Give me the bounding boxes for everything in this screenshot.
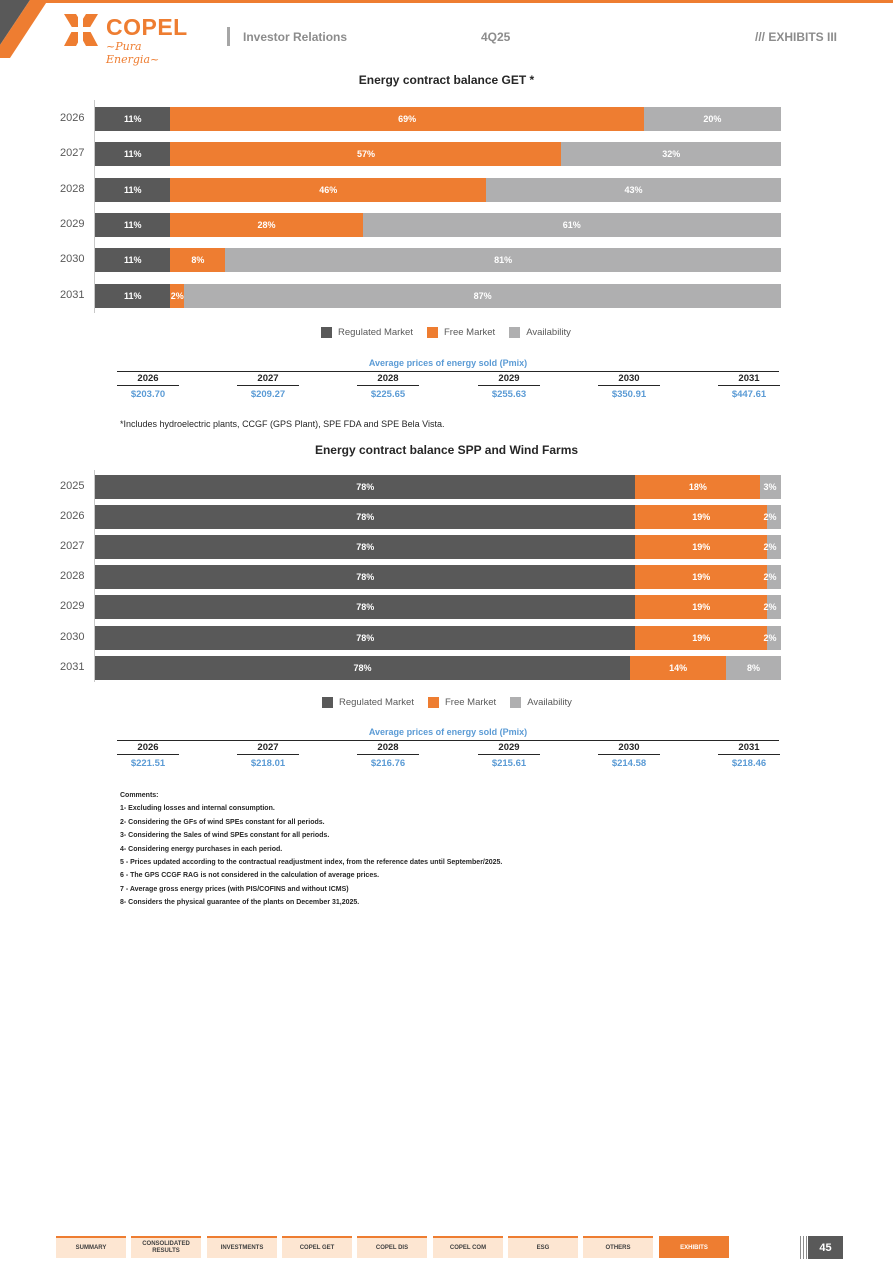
data-label-availability-2027: 32% (662, 149, 681, 160)
price-year: 2026 (117, 742, 179, 755)
bar-2025 (95, 475, 781, 499)
price-year: 2026 (117, 373, 179, 386)
row-label-2028: 2028 (60, 182, 85, 195)
price-table-title-get: Average prices of energy sold (Pmix) (368, 358, 528, 368)
price-value: $215.61 (491, 758, 527, 769)
row-label-2026: 2026 (60, 112, 85, 124)
price-column-2026 (117, 742, 179, 769)
header-period: 4Q25 (481, 30, 511, 44)
comment-item: 2- Considering the GFs of wind SPEs constant for all periods. (120, 818, 325, 826)
comment-item: 5 - Prices updated according to the contractual readjustment index, from the reference dates until September/2025. (120, 859, 503, 867)
price-value: $255.63 (491, 389, 527, 400)
price-column-2031 (718, 373, 780, 400)
comment-item: 6 - The GPS CCGF RAG is not considered in the calculation of average prices. (120, 872, 380, 880)
price-year: 2031 (718, 742, 780, 755)
legend-swatch-free (428, 697, 439, 708)
brand-name: COPEL (106, 14, 188, 40)
data-label-regulated-2029: 11% (123, 219, 142, 230)
price-year: 2030 (598, 742, 660, 755)
data-label-free-2029: 28% (257, 219, 276, 230)
row-label-2026: 2026 (60, 510, 85, 523)
bar-2030 (95, 626, 781, 650)
price-value: $216.76 (370, 758, 406, 769)
footer-tab-copel-get[interactable]: COPEL GET (282, 1236, 352, 1258)
header-exhibit: /// EXHIBITS III (755, 30, 838, 44)
legend-label-regulated: Regulated Market (338, 327, 413, 338)
legend-label-availability: Availability (527, 697, 572, 708)
row-label-2029: 2029 (60, 600, 85, 613)
data-label-availability-2028: 43% (624, 184, 643, 195)
chart-get (60, 100, 790, 315)
data-label-regulated-2030: 78% (356, 632, 375, 643)
data-label-availability-2027: 2% (763, 542, 777, 553)
bar-2029 (95, 213, 781, 237)
brand-tagline: ~Pura Energia~ (106, 40, 160, 66)
data-label-availability-2028: 2% (763, 572, 777, 583)
data-label-free-2025: 18% (688, 482, 707, 492)
footer-tab-summary[interactable]: SUMMARY (56, 1236, 126, 1258)
bar-2028 (95, 565, 781, 589)
price-value: $225.65 (370, 389, 406, 400)
data-label-availability-2030: 2% (763, 632, 777, 643)
bar-2026 (95, 107, 781, 131)
chart-title-spp: Energy contract balance SPP and Wind Farms (314, 443, 579, 457)
price-year: 2029 (478, 742, 540, 755)
price-year: 2030 (598, 373, 660, 386)
legend-label-availability: Availability (526, 327, 571, 338)
legend-item-availability (510, 697, 572, 708)
copel-logo (62, 12, 188, 66)
price-column-2030 (598, 742, 660, 769)
comment-item: 1- Excluding losses and internal consumption. (120, 805, 275, 813)
footer-tab-others[interactable]: OTHERS (583, 1236, 653, 1258)
price-column-2030 (598, 373, 660, 400)
data-label-regulated-2028: 78% (356, 572, 375, 583)
price-column-2029 (478, 742, 540, 769)
data-label-free-2028: 19% (692, 572, 711, 583)
legend-item-availability (509, 327, 571, 338)
corner-decoration (0, 0, 50, 60)
price-column-2028 (357, 373, 419, 400)
price-year: 2029 (478, 373, 540, 386)
legend-label-free: Free Market (443, 327, 496, 338)
data-label-regulated-2026: 11% (123, 114, 142, 124)
price-column-2027 (237, 742, 299, 769)
bar-2026 (95, 505, 781, 529)
page-number-bars (800, 1236, 808, 1259)
legend-swatch-regulated (322, 697, 333, 708)
data-label-free-2027: 19% (692, 542, 711, 553)
price-table-title-spp: Average prices of energy sold (Pmix) (368, 727, 528, 737)
footer-tab-exhibits[interactable]: EXHIBITS (659, 1236, 729, 1258)
price-value: $203.70 (130, 389, 166, 400)
copel-logo-icon (62, 12, 100, 48)
price-year: 2028 (357, 373, 419, 386)
footer-tab-consolidated-results[interactable]: CONSOLIDATED RESULTS (131, 1236, 201, 1258)
bar-2028 (95, 178, 781, 202)
legend-spp (322, 697, 586, 708)
price-value: $350.91 (611, 389, 647, 400)
bar-2029 (95, 595, 781, 619)
comment-item: 7 - Average gross energy prices (with PIS/COFINS and without ICMS) (120, 885, 349, 893)
bar-2027 (95, 535, 781, 559)
data-label-availability-2031: 8% (747, 662, 761, 673)
row-label-2031: 2031 (60, 288, 85, 301)
row-label-2027: 2027 (60, 540, 85, 553)
legend-swatch-free (427, 327, 438, 338)
data-label-free-2027: 57% (356, 149, 375, 160)
footer-tab-investments[interactable]: INVESTMENTS (207, 1236, 277, 1258)
footer-tab-copel-dis[interactable]: COPEL DIS (357, 1236, 427, 1258)
bar-2031 (95, 656, 781, 680)
comments-heading: Comments: (120, 792, 159, 799)
price-year: 2031 (718, 373, 780, 386)
legend-get (321, 327, 585, 338)
data-label-availability-2026: 20% (703, 114, 722, 124)
price-value: $214.58 (611, 758, 647, 769)
price-year: 2028 (357, 742, 419, 755)
price-table-rule-get (117, 371, 779, 372)
footer-tab-esg[interactable]: ESG (508, 1236, 578, 1258)
data-label-regulated-2030: 11% (123, 255, 142, 266)
comments-list (120, 802, 502, 909)
legend-swatch-availability (510, 697, 521, 708)
chart-spp (60, 470, 790, 685)
price-year: 2027 (237, 373, 299, 386)
header-section: Investor Relations (243, 30, 348, 44)
data-label-regulated-2029: 78% (356, 602, 375, 613)
row-label-2030: 2030 (60, 630, 85, 643)
legend-item-regulated (322, 697, 414, 708)
data-label-regulated-2026: 78% (356, 512, 375, 523)
data-label-availability-2031: 87% (473, 290, 492, 301)
price-column-2027 (237, 373, 299, 400)
data-label-free-2031: 2% (170, 290, 184, 301)
data-label-regulated-2025: 78% (356, 482, 375, 492)
chart-title-get: Energy contract balance GET * (358, 73, 535, 87)
get-footnote: *Includes hydroelectric plants, CCGF (GPS Plant), SPE FDA and SPE Bela Vista. (120, 419, 445, 429)
data-label-free-2026: 19% (692, 512, 711, 523)
data-label-availability-2030: 81% (494, 255, 513, 266)
data-label-availability-2029: 61% (562, 219, 581, 230)
legend-item-regulated (321, 327, 413, 338)
row-label-2029: 2029 (60, 217, 85, 230)
data-label-free-2030: 8% (191, 255, 205, 266)
bar-2031 (95, 284, 781, 308)
price-value: $209.27 (250, 389, 286, 400)
row-label-2028: 2028 (60, 570, 85, 583)
comment-item: 3- Considering the Sales of wind SPEs constant for all periods. (120, 832, 330, 840)
legend-item-free (427, 327, 495, 338)
chart-axis (94, 100, 95, 313)
bar-2027 (95, 142, 781, 166)
price-value: $447.61 (731, 389, 767, 400)
price-value: $218.01 (250, 758, 286, 769)
price-column-2031 (718, 742, 780, 769)
comment-item: 8- Considers the physical guarantee of the plants on December 31,2025. (120, 899, 360, 907)
data-label-availability-2029: 2% (763, 602, 777, 613)
price-year: 2027 (237, 742, 299, 755)
row-label-2030: 2030 (60, 253, 85, 266)
legend-label-regulated: Regulated Market (339, 697, 414, 708)
data-label-availability-2025: 3% (763, 482, 777, 492)
legend-swatch-regulated (321, 327, 332, 338)
price-table-rule-spp (117, 740, 779, 741)
data-label-free-2026: 69% (398, 114, 417, 124)
legend-item-free (428, 697, 496, 708)
header-separator (227, 27, 230, 46)
data-label-regulated-2031: 78% (353, 662, 372, 673)
header-accent-line (40, 0, 893, 3)
data-label-regulated-2028: 11% (123, 184, 142, 195)
data-label-free-2029: 19% (692, 602, 711, 613)
price-value: $218.46 (731, 758, 767, 769)
comments-block (120, 789, 502, 910)
legend-swatch-availability (509, 327, 520, 338)
price-value: $221.51 (130, 758, 166, 769)
comment-item: 4- Considering energy purchases in each period. (120, 845, 283, 853)
data-label-free-2031: 14% (669, 662, 688, 673)
data-label-free-2028: 46% (319, 184, 338, 195)
data-label-regulated-2027: 11% (123, 149, 142, 160)
price-column-2026 (117, 373, 179, 400)
legend-label-free: Free Market (444, 697, 497, 708)
data-label-availability-2026: 2% (763, 512, 777, 523)
row-label-2025: 2025 (60, 480, 85, 492)
price-column-2028 (357, 742, 419, 769)
page-number: 45 (808, 1236, 843, 1259)
row-label-2031: 2031 (60, 660, 85, 673)
row-label-2027: 2027 (60, 147, 85, 160)
data-label-regulated-2031: 11% (123, 290, 142, 301)
price-column-2029 (478, 373, 540, 400)
data-label-free-2030: 19% (692, 632, 711, 643)
footer-tab-copel-com[interactable]: COPEL COM (433, 1236, 503, 1258)
bar-2030 (95, 248, 781, 272)
data-label-regulated-2027: 78% (356, 542, 375, 553)
